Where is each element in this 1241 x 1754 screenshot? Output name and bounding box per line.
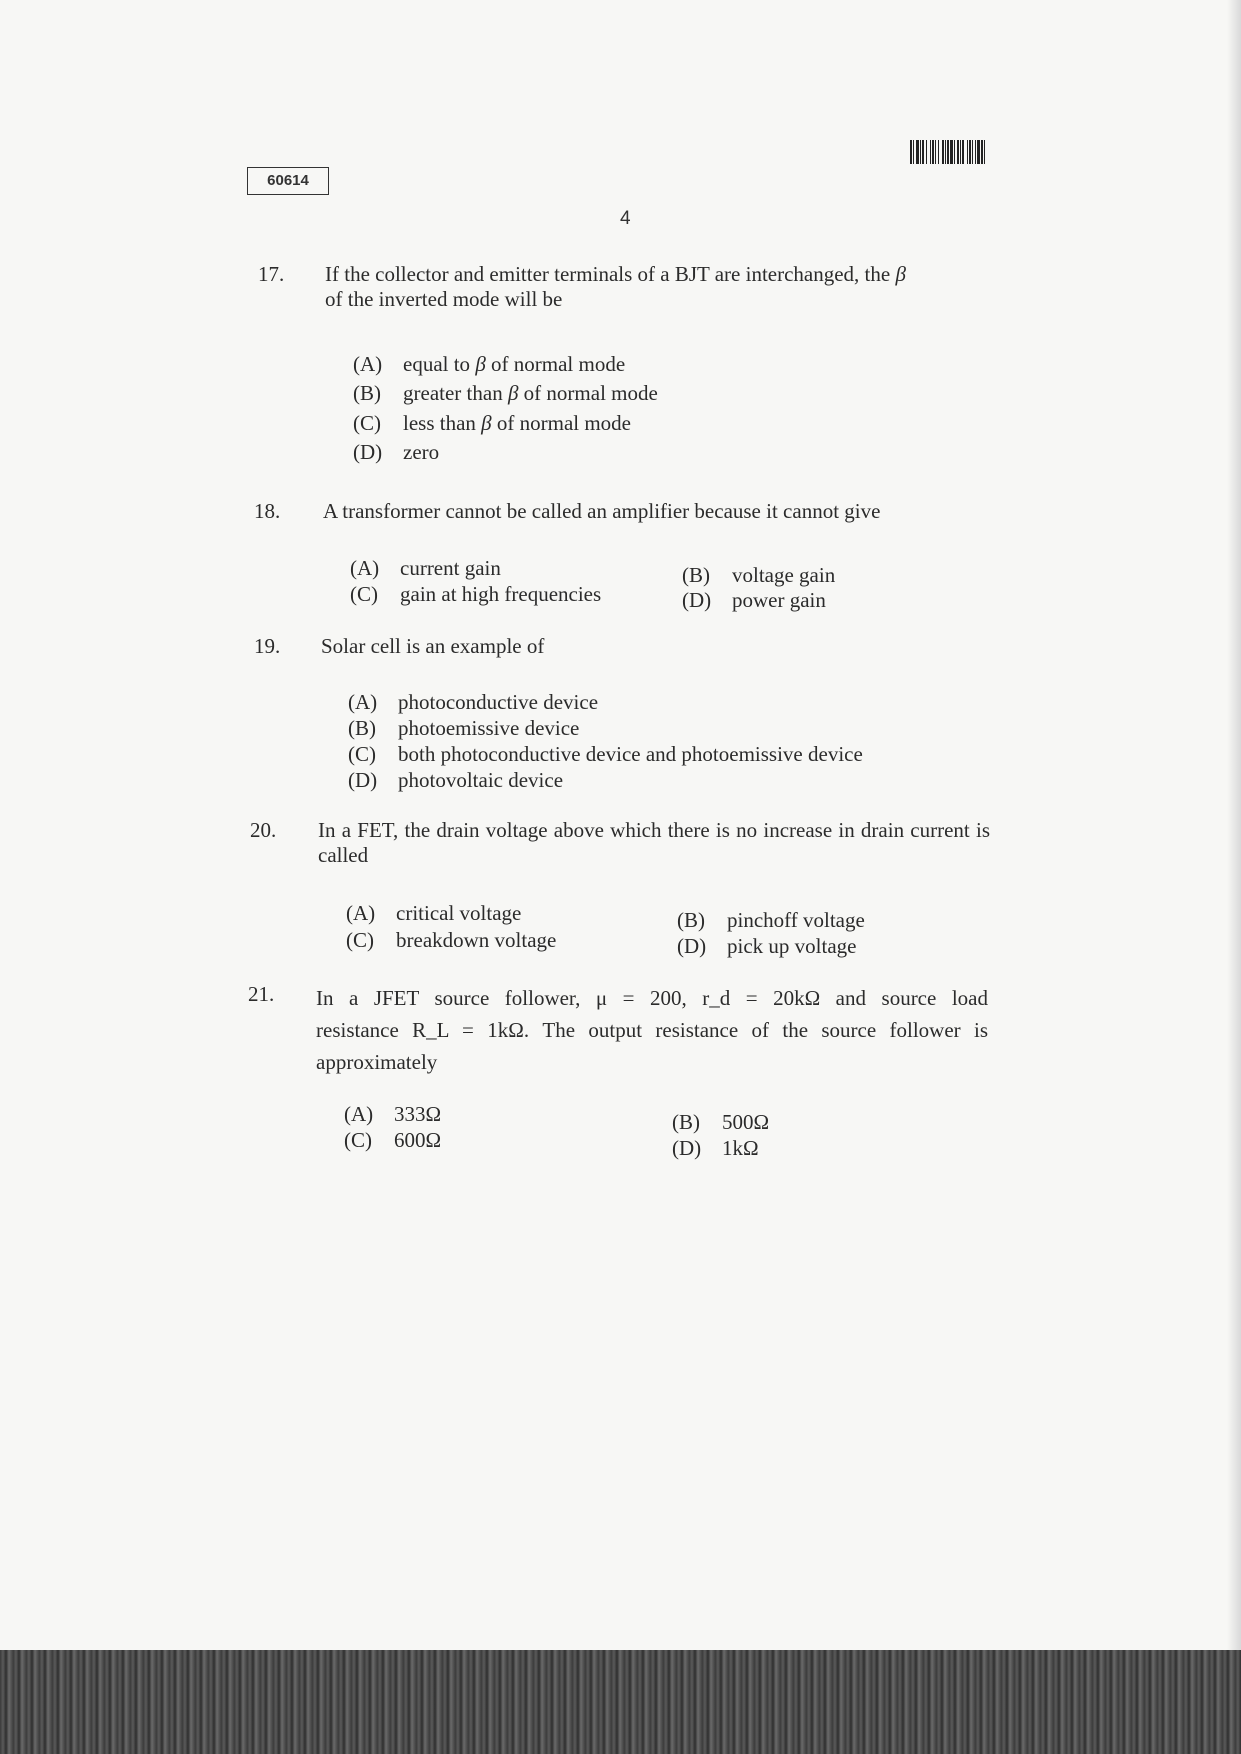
option-d: (D) zero [353, 440, 440, 464]
option-c: (C) both photoconductive device and photoemissive device [348, 742, 863, 766]
barcode-bar [938, 140, 939, 164]
barcode-bar [972, 140, 973, 164]
option-d: (D) photovoltaic device [348, 768, 564, 792]
barcode-bar [962, 140, 964, 164]
barcode-bar [942, 140, 944, 164]
option-c: (C) 600Ω [344, 1128, 442, 1152]
barcode-bar [960, 140, 961, 164]
question-number: 17. [258, 262, 285, 286]
question-text: A transformer cannot be called an amplifier because it cannot give [323, 499, 881, 523]
scan-shadow-edge [1227, 0, 1241, 1650]
barcode-bar [969, 140, 971, 164]
question-line-3: approximately [316, 1050, 438, 1074]
barcode-bar [967, 140, 968, 164]
barcode-bar [932, 140, 934, 164]
option-b: (B) photoemissive device [348, 716, 580, 740]
question-19 [254, 634, 994, 794]
page-number: 4 [620, 208, 631, 229]
question-17 [258, 262, 998, 462]
barcode-bar [945, 140, 946, 164]
barcode-bar [922, 140, 924, 164]
option-b: (B) voltage gain [682, 563, 836, 587]
scanner-bed-edge [0, 1650, 1241, 1754]
option-a: (A) equal to β of normal mode [353, 352, 626, 376]
question-text [316, 982, 988, 1078]
question-text: If the collector and emitter terminals of a BJT are interchanged, the β of the inverted mode will be [325, 262, 906, 311]
option-b: (B) 500Ω [672, 1110, 770, 1134]
barcode-bar [935, 140, 936, 164]
option-d: (D) 1kΩ [672, 1136, 759, 1160]
barcode-bar [975, 140, 976, 164]
barcode-bar [926, 140, 927, 164]
question-18 [254, 499, 994, 619]
option-c: (C) less than β of normal mode [353, 411, 632, 435]
question-line-1: In a JFET source follower, μ = 200, r_d = 20kΩ and source load [316, 986, 988, 1010]
question-number: 21. [248, 982, 275, 1006]
question-number: 19. [254, 634, 281, 658]
option-a: (A) critical voltage [346, 901, 522, 925]
option-c: (C) gain at high frequencies [350, 582, 602, 606]
barcode-bar [913, 140, 914, 164]
barcode-bar [947, 140, 949, 164]
barcode-bar [954, 140, 955, 164]
option-c: (C) breakdown voltage [346, 928, 557, 952]
barcode-bar [950, 140, 953, 164]
barcode-bar [981, 140, 983, 164]
option-d: (D) power gain [682, 588, 826, 612]
barcode-bar [910, 140, 912, 164]
option-b: (B) pinchoff voltage [677, 908, 865, 932]
barcode-bar [930, 140, 931, 164]
question-20 [250, 818, 1000, 968]
paper-code-box: 60614 [247, 167, 329, 195]
barcode-bar [916, 140, 919, 164]
option-b: (B) greater than β of normal mode [353, 381, 658, 405]
barcode-image [910, 140, 1043, 164]
option-d: (D) pick up voltage [677, 934, 857, 958]
barcode-bar [920, 140, 921, 164]
question-number: 20. [250, 818, 277, 842]
barcode-bar [957, 140, 959, 164]
question-21 [248, 982, 1000, 1162]
option-a: (A) 333Ω [344, 1102, 442, 1126]
barcode-bar [984, 140, 985, 164]
question-text: Solar cell is an example of [321, 634, 545, 658]
option-a: (A) photoconductive device [348, 690, 599, 714]
question-text: In a FET, the drain voltage above which there is no increase in drain current is called [318, 818, 990, 867]
question-number: 18. [254, 499, 281, 523]
option-a: (A) current gain [350, 556, 501, 580]
barcode-bar [977, 140, 980, 164]
question-line-2: resistance R_L = 1kΩ. The output resistance of the source follower is [316, 1018, 988, 1042]
